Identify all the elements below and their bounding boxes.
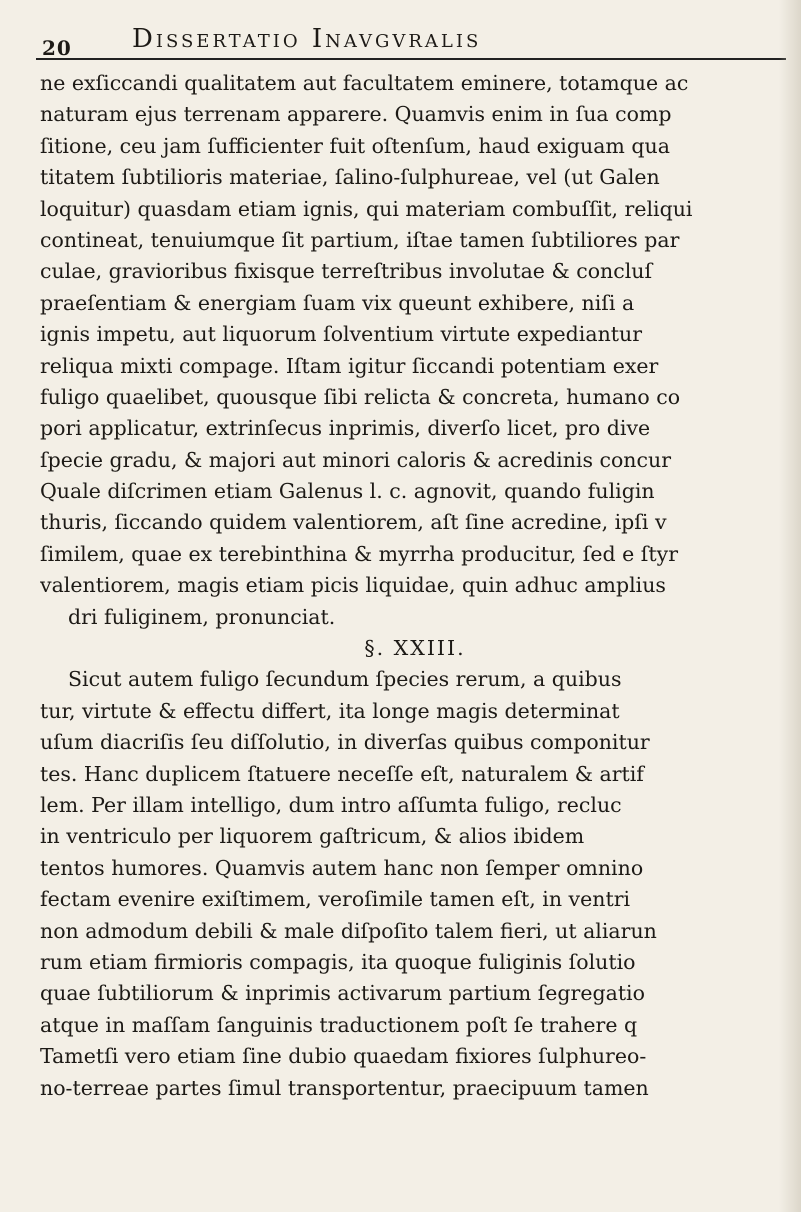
text-line: tes. Hanc duplicem ſtatuere neceſſe eſt, naturalem & artif [40, 761, 644, 786]
text-line: valentiorem, magis etiam picis liquidae, quin adhuc amplius [40, 573, 666, 598]
running-title: Dissertatio Inavgvralis [132, 24, 482, 54]
text-line: quae ſubtiliorum & inprimis activarum partium ſegregatio [40, 981, 645, 1006]
text-line: loquitur) quasdam etiam ignis, qui materiam combuſſit, reliqui [40, 196, 693, 221]
text-line: praeſentiam & energiam ſuam vix queunt exhibere, niſi a [40, 290, 635, 315]
page-header [36, 18, 786, 60]
text-line: uſum diacriſis ſeu diſſolutio, in diverſas quibus componitur [40, 730, 650, 755]
text-line: tur, virtute & effectu differt, ita longe magis determinat [40, 698, 620, 723]
text-line: thuris, ſiccando quidem valentiorem, aſt ſine acredine, ipſi v [40, 510, 667, 535]
text-line: ne exſiccandi qualitatem aut facultatem eminere, totamque ac [40, 71, 689, 95]
text-line: non admodum debili & male diſpoſito talem fieri, ut aliarun [40, 918, 657, 943]
text-line: titatem ſubtilioris materiae, ſalino-ſulphureae, vel (ut Galen [40, 165, 660, 190]
body-text [40, 68, 790, 1104]
text-line: lem. Per illam intelligo, dum intro aſſumta fuligo, recluc [40, 792, 622, 817]
text-line: Sicut autem fuligo ſecundum ſpecies rerum, a quibus [68, 667, 622, 692]
text-line: rum etiam firmioris compagis, ita quoque fuliginis ſolutio [40, 949, 636, 974]
text-line: Quale diſcrimen etiam Galenus l. c. agnovit, quando fuligin [40, 479, 655, 504]
text-line: ignis impetu, aut liquorum ſolventium virtute expediantur [40, 322, 643, 347]
text-line: tentos humores. Quamvis autem hanc non ſemper omnino [40, 855, 644, 880]
text-line: fuligo quaelibet, quousque ſibi relicta & concreta, humano co [40, 384, 681, 409]
text-line: ſitione, ceu jam ſufficienter fuit oſtenſum, haud exiguam qua [40, 133, 670, 158]
text-line: ſimilem, quae ex terebinthina & myrrha producitur, ſed e ſtyr [40, 541, 679, 566]
text-line: dri fuliginem, pronunciat. [68, 604, 336, 629]
gutter-shadow [779, 0, 801, 1212]
text-line: reliqua mixti compage. Iſtam igitur ſiccandi potentiam exer [40, 353, 659, 378]
text-line: in ventriculo per liquorem gaſtricum, & alios ibidem [40, 824, 585, 849]
text-line: atque in maſſam ſanguinis traductionem poſt ſe trahere q [40, 1012, 638, 1037]
text-line: pori applicatur, extrinſecus inprimis, diverſo licet, pro dive [40, 416, 651, 441]
text-line: ſpecie gradu, & majori aut minori caloris & acredinis concur [40, 447, 671, 472]
text-line: culae, gravioribus fixisque terreſtribus involutae & concluſ [40, 259, 653, 284]
page-number: 20 [42, 36, 72, 60]
text-line: contineat, tenuiumque ſit partium, iſtae tamen ſubtiliores par [40, 227, 680, 252]
section-heading: §. XXIII. [364, 636, 466, 661]
text-line: fectam evenire exiſtimem, veroſimile tamen eſt, in ventri [40, 887, 631, 912]
text-line: no-terreae partes ſimul transportentur, praecipuum tamen [40, 1075, 649, 1100]
text-line: naturam ejus terrenam apparere. Quamvis enim in ſua comp [40, 102, 672, 127]
text-line: Tametſi vero etiam ſine dubio quaedam fixiores ſulphureo- [40, 1044, 647, 1069]
